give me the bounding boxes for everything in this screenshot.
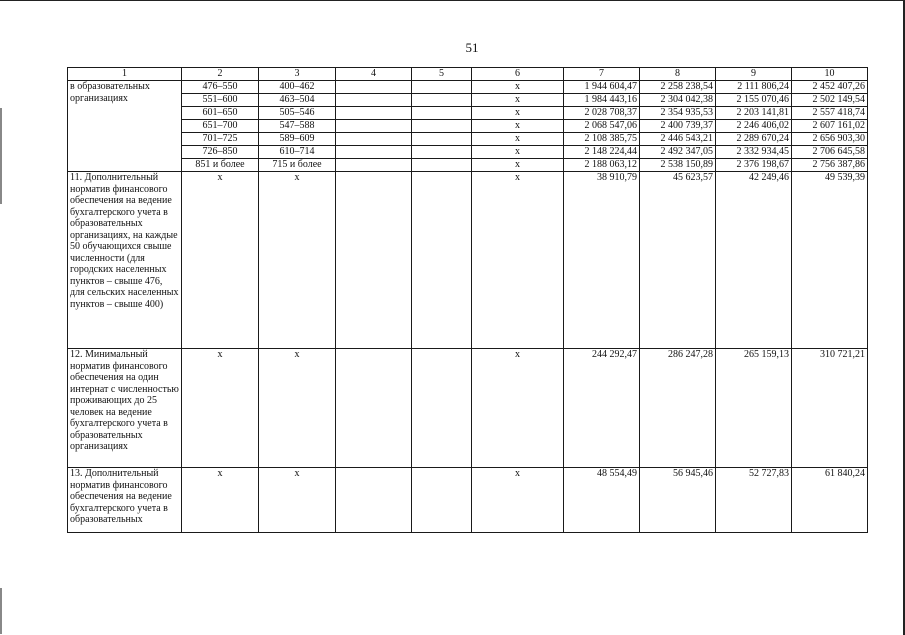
table-cell: 2 028 708,37 xyxy=(564,107,640,120)
row-label: 11. Дополнительный норматив финансового обеспечения на ведение бухгалтерского учета в образовательных организациях, на каждые 50 обучающихся свыше численности (для городских населенных пунктов – свыше 476, для сельских населенных пунктов – свыше 400) xyxy=(68,172,182,349)
table-cell: x xyxy=(472,146,564,159)
financing-norms-table xyxy=(67,67,868,533)
table-cell: 310 721,21 xyxy=(792,349,868,468)
scan-edge-mark xyxy=(0,108,2,204)
table-cell: 601–650 xyxy=(182,107,259,120)
table-row xyxy=(68,159,868,172)
page-frame-top xyxy=(0,0,905,1)
table-cell: 1 984 443,16 xyxy=(564,94,640,107)
table-cell: 2 354 935,53 xyxy=(640,107,716,120)
table-cell: 610–714 xyxy=(259,146,336,159)
table-row xyxy=(68,146,868,159)
table-cell: 45 623,57 xyxy=(640,172,716,349)
column-header: 4 xyxy=(336,68,412,81)
table-cell: 48 554,49 xyxy=(564,468,640,533)
table-cell: x xyxy=(472,107,564,120)
table-cell xyxy=(412,172,472,349)
column-header: 10 xyxy=(792,68,868,81)
table-cell: 2 376 198,67 xyxy=(716,159,792,172)
table-cell: 2 108 385,75 xyxy=(564,133,640,146)
table-cell: 851 и более xyxy=(182,159,259,172)
table-cell: 400–462 xyxy=(259,81,336,94)
table-cell: 2 607 161,02 xyxy=(792,120,868,133)
column-header: 3 xyxy=(259,68,336,81)
table-cell: 49 539,39 xyxy=(792,172,868,349)
table-cell: 2 756 387,86 xyxy=(792,159,868,172)
table-cell xyxy=(336,120,412,133)
table-cell: 2 258 238,54 xyxy=(640,81,716,94)
table-cell xyxy=(412,349,472,468)
table-cell xyxy=(336,146,412,159)
table-cell: 726–850 xyxy=(182,146,259,159)
table-cell: 2 400 739,37 xyxy=(640,120,716,133)
row-label: 13. Дополнительный норматив финансового обеспечения на ведение бухгалтерского учета в образовательных xyxy=(68,468,182,533)
table-cell xyxy=(336,349,412,468)
column-header: 1 xyxy=(68,68,182,81)
table-row xyxy=(68,81,868,94)
table-cell: x xyxy=(259,172,336,349)
table-cell: 2 492 347,05 xyxy=(640,146,716,159)
table-cell: 244 292,47 xyxy=(564,349,640,468)
table-cell xyxy=(412,94,472,107)
table-cell: 2 452 407,26 xyxy=(792,81,868,94)
table-cell: x xyxy=(472,468,564,533)
table-cell: 551–600 xyxy=(182,94,259,107)
table-cell: 38 910,79 xyxy=(564,172,640,349)
table-cell: 2 289 670,24 xyxy=(716,133,792,146)
table-cell xyxy=(336,81,412,94)
table-cell: 2 304 042,38 xyxy=(640,94,716,107)
table-cell: 2 246 406,02 xyxy=(716,120,792,133)
table-cell: x xyxy=(472,349,564,468)
column-header: 5 xyxy=(412,68,472,81)
page-number: 51 xyxy=(465,40,479,55)
table-cell: 56 945,46 xyxy=(640,468,716,533)
table-cell: 2 148 224,44 xyxy=(564,146,640,159)
table-cell: 61 840,24 xyxy=(792,468,868,533)
table-cell xyxy=(412,81,472,94)
table-cell: 286 247,28 xyxy=(640,349,716,468)
table-cell: x xyxy=(259,468,336,533)
table-cell xyxy=(336,94,412,107)
column-header: 2 xyxy=(182,68,259,81)
table-cell: 42 249,46 xyxy=(716,172,792,349)
table-cell: x xyxy=(472,120,564,133)
row-label: 12. Минимальный норматив финансового обеспечения на один интернат с численностью проживающих до 25 человек на ведение бухгалтерского учета в образовательных организациях xyxy=(68,349,182,468)
table-cell: x xyxy=(259,349,336,468)
table-cell: 1 944 604,47 xyxy=(564,81,640,94)
table-row xyxy=(68,133,868,146)
table-cell: 476–550 xyxy=(182,81,259,94)
table-cell: 589–609 xyxy=(259,133,336,146)
table-cell: 505–546 xyxy=(259,107,336,120)
table-header-row xyxy=(68,68,868,81)
table-cell: 2 203 141,81 xyxy=(716,107,792,120)
table-cell: 2 502 149,54 xyxy=(792,94,868,107)
table-row xyxy=(68,468,868,533)
table-cell xyxy=(336,468,412,533)
table-cell: 2 068 547,06 xyxy=(564,120,640,133)
table-cell: x xyxy=(472,133,564,146)
table-cell xyxy=(412,468,472,533)
table-cell xyxy=(336,159,412,172)
table-cell xyxy=(412,133,472,146)
table-cell: 2 111 806,24 xyxy=(716,81,792,94)
table-cell xyxy=(412,146,472,159)
column-header: 9 xyxy=(716,68,792,81)
table-cell: x xyxy=(472,94,564,107)
table-row xyxy=(68,172,868,349)
table-cell: x xyxy=(472,159,564,172)
table-cell xyxy=(336,172,412,349)
table-cell: 2 446 543,21 xyxy=(640,133,716,146)
table-cell xyxy=(412,107,472,120)
table-row xyxy=(68,349,868,468)
table-cell xyxy=(412,120,472,133)
table-cell: 52 727,83 xyxy=(716,468,792,533)
table-cell: 2 557 418,74 xyxy=(792,107,868,120)
table-cell: 2 706 645,58 xyxy=(792,146,868,159)
table-cell xyxy=(412,159,472,172)
column-header: 6 xyxy=(472,68,564,81)
table-cell: 651–700 xyxy=(182,120,259,133)
table-cell xyxy=(336,107,412,120)
table-cell: 2 538 150,89 xyxy=(640,159,716,172)
table-cell: 2 155 070,46 xyxy=(716,94,792,107)
table-cell: 701–725 xyxy=(182,133,259,146)
scan-edge-mark xyxy=(0,588,2,634)
table-cell xyxy=(336,133,412,146)
column-header: 8 xyxy=(640,68,716,81)
table-cell: x xyxy=(472,81,564,94)
row-label: в образовательных организациях xyxy=(68,81,182,172)
table-cell: 463–504 xyxy=(259,94,336,107)
table-row xyxy=(68,107,868,120)
table-cell: x xyxy=(182,349,259,468)
table-cell: 547–588 xyxy=(259,120,336,133)
table-cell: x xyxy=(182,172,259,349)
column-header: 7 xyxy=(564,68,640,81)
table-row xyxy=(68,94,868,107)
table-cell: 2 188 063,12 xyxy=(564,159,640,172)
table-cell: x xyxy=(472,172,564,349)
table-row xyxy=(68,120,868,133)
table-cell: 715 и более xyxy=(259,159,336,172)
table-cell: 2 332 934,45 xyxy=(716,146,792,159)
table-cell: 265 159,13 xyxy=(716,349,792,468)
table-cell: x xyxy=(182,468,259,533)
table-cell: 2 656 903,30 xyxy=(792,133,868,146)
